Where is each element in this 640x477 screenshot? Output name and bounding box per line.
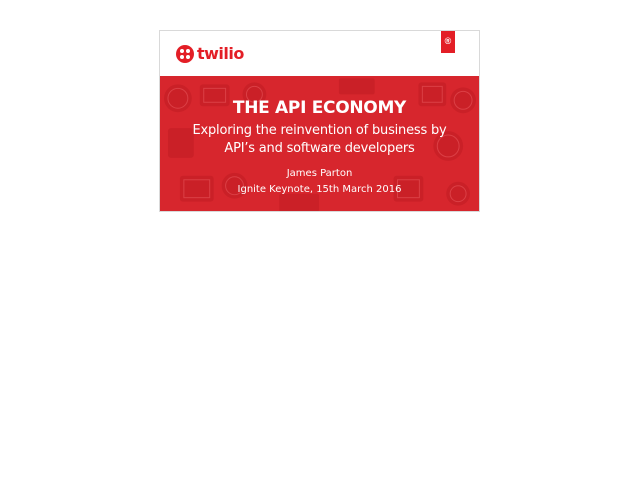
subtitle-line-2: API’s and software developers	[224, 141, 415, 156]
logo-text: twilio	[197, 44, 244, 63]
event-details: Ignite Keynote, 15th March 2016	[237, 184, 402, 195]
slide-subtitle	[160, 122, 479, 158]
presentation-slide	[159, 30, 480, 212]
subtitle-line-1: Exploring the reinvention of business by	[192, 123, 447, 138]
corner-badge: ®	[441, 31, 455, 53]
twilio-logo-icon	[176, 45, 194, 63]
title-banner	[160, 76, 479, 212]
twilio-logo	[176, 44, 244, 63]
slide-header	[160, 31, 479, 76]
presenter-name: James Parton	[286, 168, 353, 179]
slide-title: THE API ECONOMY	[232, 98, 407, 118]
